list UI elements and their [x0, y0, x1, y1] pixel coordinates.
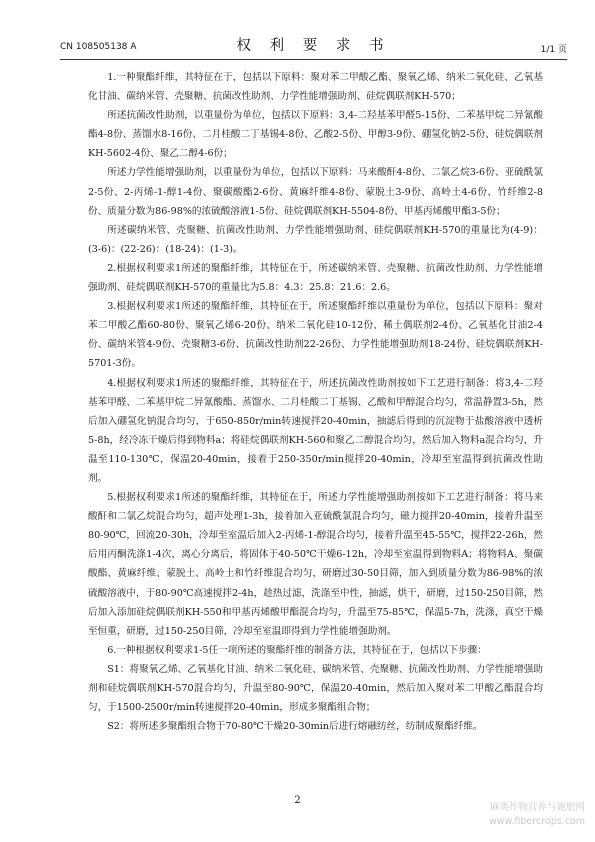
claim-6-step-s2: S2：将所述多聚酯组合物于70-80℃干燥20-30min后进行熔融纺丝，纺制成聚酯纤维。	[107, 721, 483, 733]
claims-body	[88, 68, 543, 736]
claim-1-antibacterial-paragraph: 所述抗菌改性助剂，以重量份为单位，包括以下原料：3,4-二羟基苯甲醛5-15份、二苯基甲烷二异氰酸酯4-8份、蒸馏水8-16份、二月桂酸二丁基锡4-8份、乙酸2-5份、甲醇3-9份、硼氢化钠2-5份、硅烷偶联剂KH-5602-4份、聚乙二醇4-6份；	[88, 110, 543, 160]
watermark-title: 麻类作物营养与施肥网	[489, 802, 585, 813]
claim-2-paragraph: 2.根据权利要求1所述的聚酯纤维，其特征在于，所述碳纳米管、壳聚糖、抗菌改性助剂、力学性能增强助剂、硅烷偶联剂KH-570的重量比为5.8：4.3：25.8：21.6：2.6。	[88, 262, 543, 294]
claim-6-paragraph: 6.一种根据权利要求1-5任一项所述的聚酯纤维的制备方法，其特征在于，包括以下步骤：	[107, 644, 487, 656]
claim-4-paragraph: 4.根据权利要求1所述的聚酯纤维，其特征在于，所述抗菌改性助剂按如下工艺进行制备：将3,4-二羟基苯甲醛、二苯基甲烷二异氰酸酯、蒸馏水、二月桂酸二丁基锡、乙酸和甲醇混合均匀，常温静置3-5h，然后加入硼氢化钠混合均匀，于650-850r/min转速搅拌20-40min，抽滤后得到的沉淀物于盐酸溶液中透析5-8h，经冷冻干燥后得到物料a；将硅烷偶联剂KH-560和聚乙二醇混合均匀，然后加入物料a混合均匀，升温至110-130℃，保温20-40min，接着于250-350r/min搅拌20-40min，冷却至室温得到抗菌改性助剂。	[88, 377, 543, 484]
claim-1-ratio-paragraph: 所述碳纳米管、壳聚糖、抗菌改性助剂、力学性能增强助剂、硅烷偶联剂KH-570的重量比为(4-9)：(3-6)：(22-26)：(18-24)：(1-3)。	[88, 224, 543, 255]
header-rule	[60, 59, 567, 60]
document-header	[60, 34, 567, 58]
claim-6-step-s1: S1：将聚氧乙烯、乙氧基化甘油、纳米二氧化硅、碳纳米管、壳聚糖、抗菌改性助剂、力学性能增强助剂和硅烷偶联剂KH-570混合均匀，升温至80-90℃，保温20-40min，然后加入聚对苯二甲酸乙酯混合均匀，于1500-2500r/min转速搅拌20-40min，形成多聚酯组合物；	[88, 663, 543, 714]
site-watermark	[489, 801, 585, 829]
publication-number: CN 108505138 A	[60, 42, 137, 52]
page-number: 2	[294, 795, 301, 806]
claim-3-paragraph: 3.根据权利要求1所述的聚酯纤维，其特征在于，所述聚酯纤维以重量份为单位，包括以下原料：聚对苯二甲酸乙酯60-80份、聚氧乙烯6-20份、纳米二氧化硅10-12份、稀土偶联剂2-4份、乙氧基化甘油2-4份、碳纳米管4-9份、壳聚糖3-6份、抗菌改性助剂22-26份、力学性能增强助剂18-24份、硅烷偶联剂KH-5701-3份。	[88, 301, 543, 370]
claim-5-paragraph: 5.根据权利要求1所述的聚酯纤维，其特征在于，所述力学性能增强助剂按如下工艺进行制备：将马来酸酐和二氯乙烷混合均匀，超声处理1-3h，接着加入亚硫酰氯混合均匀，磁力搅拌20-40min，接着升温至80-90℃，回流20-30h，冷却至室温后加入2-丙烯-1-醇混合均匀，接着升温至45-55℃，搅拌22-26h，然后用丙酮洗涤1-4次，离心分离后，将固体于40-50℃干燥6-12h，冷却至室温得到物料A；将物料A、聚碳酸酯、黄麻纤维、蒙脱土、高岭土和竹纤维混合均匀，研磨过30-50目筛，加入到质量分数为86-98%的浓硫酸溶液中，于80-90℃高速搅拌2-4h，趁热过滤，洗涤至中性，抽滤，烘干，研磨，过150-250目筛，然后加入添加硅烷偶联剂KH-550和甲基丙烯酸甲酯混合均匀，升温至75-85℃，保温5-7h，洗涤，真空干燥至恒重，研磨，过150-250目筛，冷却至室温即得到力学性能增强助剂。	[88, 492, 543, 637]
claim-1-paragraph: 1.一种聚酯纤维，其特征在于，包括以下原料：聚对苯二甲酸乙酯、聚氧乙烯、纳米二氧化硅、乙氧基化甘油、碳纳米管、壳聚糖、抗菌改性助剂、力学性能增强助剂、硅烷偶联剂KH-570；	[88, 72, 543, 103]
watermark-url: www.fibercrops.com	[488, 816, 585, 827]
page-indicator: 1/1 页	[540, 45, 567, 55]
claim-1-mechanical-paragraph: 所述力学性能增强助剂，以重量份为单位，包括以下原料：马来酸酐4-8份、二氯乙烷3-6份、亚硫酰氯2-5份、2-丙烯-1-醇1-4份、聚碳酸酯2-6份、黄麻纤维4-8份、蒙脱土3-9份、高岭土4-6份、竹纤维2-8份、质量分数为86-98%的浓硫酸溶液1-5份、硅烷偶联剂KH-5504-8份、甲基丙烯酸甲酯3-5份；	[88, 167, 543, 217]
document-title: 权 利 要 求 书	[236, 38, 391, 54]
